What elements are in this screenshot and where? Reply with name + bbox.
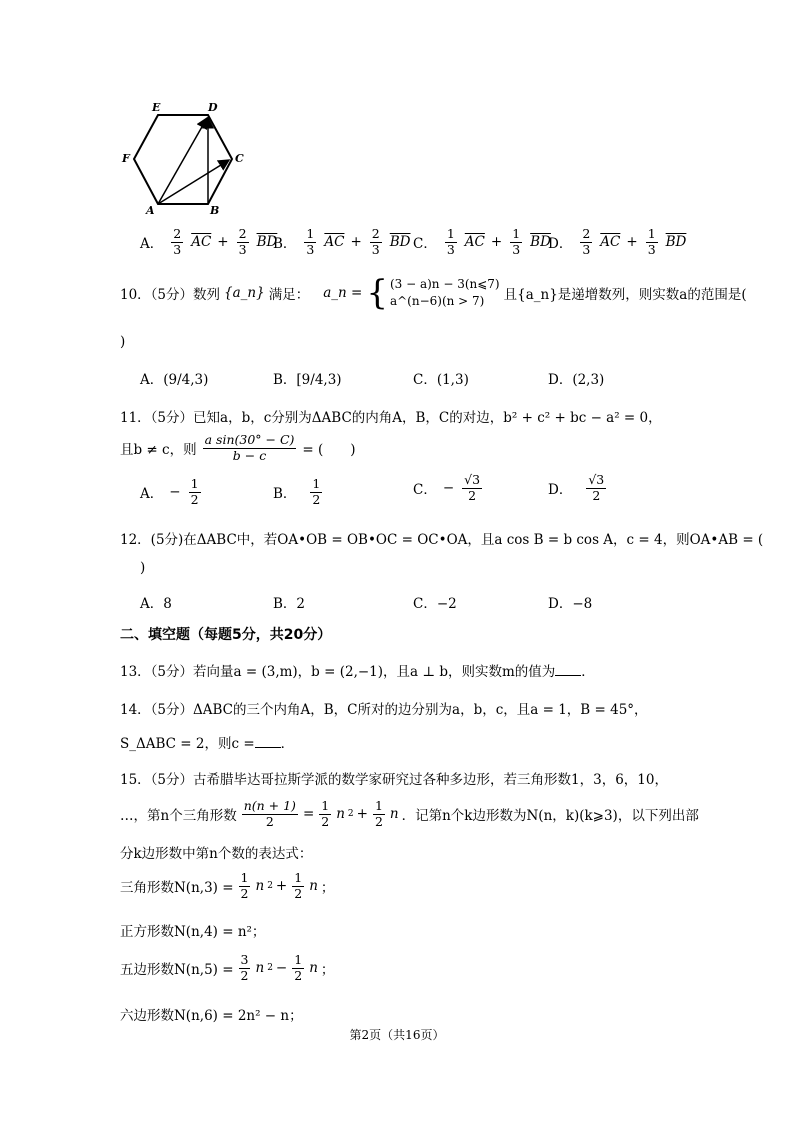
q11-option-a[interactable]: A． − $\frac{1}{2}$ bbox=[140, 476, 199, 507]
q9-option-d[interactable]: D． $\frac{2}{3}$ $\overline{AC}$ + $\frac{1}{3}$ $\overline{BD}$ bbox=[548, 226, 687, 257]
q11-option-d[interactable]: D． $\frac{√3}{2}$ bbox=[548, 472, 605, 503]
q10-option-d[interactable]: D．(2,3) bbox=[548, 372, 605, 388]
label-c: C bbox=[235, 152, 244, 165]
label-f: F bbox=[122, 152, 130, 165]
q12-line1: 12．(5分)在ΔABC中，若OA•OB = OB•OC = OC•OA，且a cos B = b cos A，c = 4，则OA•AB = ( bbox=[120, 532, 764, 548]
q9-option-a[interactable]: A． $\frac{2}{3}$ $\overline{AC}$ + $\frac{2}{3}$ $\overline{BD}$ bbox=[140, 226, 278, 257]
q15-triangle: 三角形数N(n,3) = $\frac{1}{2}$ n 2 + $\frac{1}{2}$ n ； bbox=[120, 870, 335, 901]
q10-close-paren: ) bbox=[120, 334, 126, 350]
q12-close-paren: ) bbox=[140, 560, 146, 576]
q13-line: 13．（5分）若向量a = (3,m)，b = (2,−1)，且a ⊥ b，则实数m的值为 ． bbox=[120, 664, 595, 680]
q11-line2: 且b ≠ c，则 $\frac{\text{a sin(30° − C)}}{b - c}$ = ( ) bbox=[120, 432, 356, 463]
page-footer: 第2页（共16页） bbox=[349, 1028, 445, 1042]
vector-ac bbox=[158, 160, 229, 204]
vector-ad bbox=[158, 118, 207, 204]
q11-option-c[interactable]: C． − $\frac{√3}{2}$ bbox=[413, 472, 481, 503]
section-fill-in-title: 二、填空题（每题5分，共20分） bbox=[120, 627, 332, 643]
label-b: B bbox=[210, 204, 220, 217]
q14-line1: 14．（5分）ΔABC的三个内角A，B，C所对的边分别为a，b，c，且a = 1，B = 45°， bbox=[120, 702, 648, 718]
q15-line2: …，第n个三角形数 $\frac{n(n + 1)}{2}$ = $\frac{1}{2}$ n 2 + $\frac{1}{2}$ n ．记第n个k边形数为N(n，k)(k⩾3)，以下列出部 bbox=[120, 798, 699, 829]
q10-stem: 10．（5分）数列 {a_n} 满足： a_n = { (3 − a)n − 3(n⩽7) a^(n−6)(n > 7) 且{a_n}是递增数列，则实数a的范围是( bbox=[120, 273, 747, 314]
q10-option-c[interactable]: C．(1,3) bbox=[413, 372, 469, 388]
q15-pentagon: 五边形数N(n,5) = $\frac{3}{2}$ n 2 − $\frac{1}{2}$ n ； bbox=[120, 952, 335, 983]
label-d: D bbox=[208, 101, 218, 114]
q12-option-d[interactable]: D．−8 bbox=[548, 596, 593, 612]
q15-hexagon: 六边形数N(n,6) = 2n² − n； bbox=[120, 1008, 303, 1024]
q14-blank[interactable] bbox=[255, 735, 281, 748]
q10-option-a[interactable]: A．(9/4,3) bbox=[140, 372, 209, 388]
q9-option-b[interactable]: B． $\frac{1}{3}$ $\overline{AC}$ + $\frac{2}{3}$ $\overline{BD}$ bbox=[273, 226, 411, 257]
q10-option-b[interactable]: B．[9/4,3) bbox=[273, 372, 342, 388]
q15-line1: 15．（5分）古希腊毕达哥拉斯学派的数学家研究过各种多边形，若三角形数1，3，6，10， bbox=[120, 772, 668, 788]
q12-option-b[interactable]: B．2 bbox=[273, 596, 306, 612]
label-a: A bbox=[146, 204, 155, 217]
q14-line2: S_ΔABC = 2，则c = ． bbox=[120, 736, 295, 752]
q9-option-c[interactable]: C． $\frac{1}{3}$ $\overline{AC}$ + $\frac{1}{3}$ $\overline{BD}$ bbox=[413, 226, 551, 257]
label-e: E bbox=[152, 101, 161, 114]
q15-line3: 分k边形数中第n个数的表达式： bbox=[120, 846, 313, 862]
q11-line1: 11．（5分）已知a，b，c分别为ΔABC的内角A，B，C的对边，b² + c² + bc − a² = 0， bbox=[120, 410, 662, 426]
q12-option-c[interactable]: C．−2 bbox=[413, 596, 457, 612]
q11-option-b[interactable]: B． $\frac{1}{2}$ bbox=[273, 476, 321, 507]
q12-option-a[interactable]: A．8 bbox=[140, 596, 172, 612]
hexagon-figure bbox=[110, 98, 260, 218]
q13-blank[interactable] bbox=[555, 663, 581, 676]
q15-square: 正方形数N(n,4) = n²； bbox=[120, 924, 266, 940]
